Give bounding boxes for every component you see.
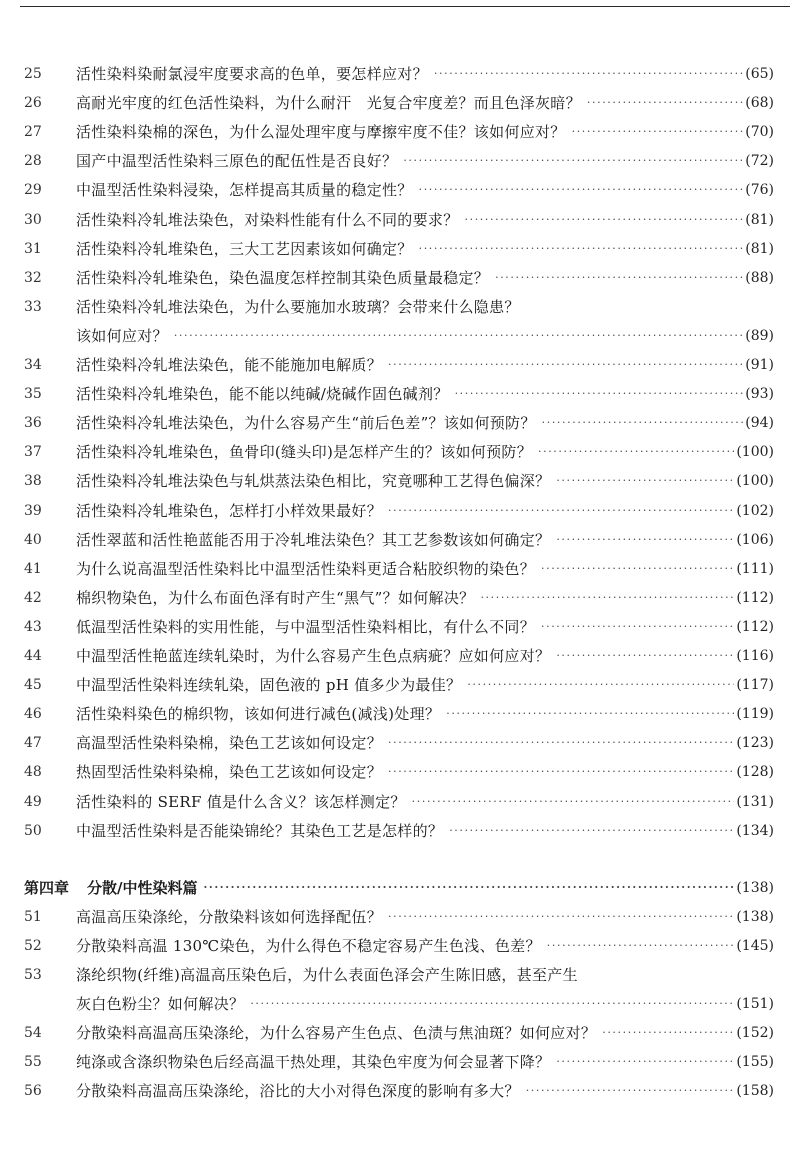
toc-entry[interactable] — [0, 932, 800, 960]
entry-title: 活性翠蓝和活性艳蓝能否用于冷轧堆法染色？其工艺参数该如何确定？ — [76, 530, 551, 549]
entry-page-number: (116) — [736, 648, 774, 664]
toc-entry[interactable] — [0, 700, 800, 728]
entry-page-number: (119) — [736, 706, 774, 723]
toc-entry[interactable] — [0, 60, 800, 88]
leader-dots — [541, 559, 734, 579]
entry-page-number: (111) — [736, 560, 774, 577]
toc-entry[interactable] — [0, 118, 800, 146]
entry-page-number: (123) — [736, 735, 774, 752]
entry-page-number: (100) — [736, 473, 774, 490]
entry-number: 25 — [24, 66, 42, 82]
toc-entry[interactable] — [0, 322, 800, 350]
entry-title: 热固型活性染料染棉，染色工艺该如何设定？ — [76, 763, 383, 782]
entry-title: 活性染料染色的棉织物，该如何进行减色(减浅)处理？ — [76, 705, 441, 724]
toc-entry[interactable] — [0, 147, 800, 175]
entry-number: 28 — [24, 153, 42, 170]
entry-page-number: (93) — [745, 386, 774, 403]
entry-title: 涤纶织物(纤维)高温高压染色后，为什么表面色泽会产生陈旧感，甚至产生 — [76, 966, 578, 984]
entry-page-number: (81) — [745, 240, 774, 257]
leader-dots — [446, 704, 734, 724]
toc-entry[interactable] — [0, 961, 800, 989]
entry-number: 51 — [24, 908, 42, 925]
chapter-title: 分散/中性染料篇 — [87, 879, 198, 898]
leader-dots — [412, 792, 735, 812]
leader-dots — [538, 442, 734, 462]
entry-page-number: (65) — [745, 66, 774, 82]
toc-entry[interactable] — [0, 758, 800, 786]
leader-dots — [419, 180, 744, 200]
toc-entry[interactable] — [0, 351, 800, 379]
leader-dots — [556, 471, 734, 491]
toc-entry[interactable] — [0, 380, 800, 408]
entry-title: 活性染料冷轧堆法染色，为什么容易产生“前后色差”？该如何预防？ — [76, 414, 536, 433]
entry-title: 活性染料冷轧堆染色，怎样打小样效果最好？ — [76, 501, 383, 520]
toc-entry[interactable] — [0, 613, 800, 641]
entry-title: 活性染料冷轧堆染色，能不能以纯碱/烧碱作固色碱剂？ — [76, 385, 449, 404]
leader-dots — [419, 239, 744, 259]
entry-number: 33 — [24, 298, 42, 315]
leader-dots — [480, 588, 734, 608]
leader-dots — [465, 210, 744, 230]
leader-dots — [403, 151, 743, 171]
entry-number: 30 — [24, 211, 42, 228]
entry-number: 27 — [24, 124, 42, 141]
entry-title: 活性染料的 SERF 值是什么含义？该怎样测定？ — [76, 792, 406, 811]
entry-page-number: (138) — [736, 908, 774, 925]
entry-number: 52 — [24, 937, 42, 954]
leader-dots — [556, 1052, 734, 1072]
entry-number: 44 — [24, 648, 42, 664]
toc-entry[interactable] — [0, 903, 800, 931]
leader-dots — [556, 530, 734, 550]
toc-entry[interactable] — [0, 526, 800, 554]
entry-number: 47 — [24, 735, 42, 752]
entry-number: 50 — [24, 822, 42, 839]
entry-page-number: (134) — [736, 822, 774, 839]
entry-page-number: (152) — [736, 1025, 774, 1042]
entry-title: 国产中温型活性染料三原色的配伍性是否良好？ — [76, 152, 398, 171]
entry-number: 48 — [24, 764, 42, 781]
entry-title: 活性染料冷轧堆法染色，能不能施加电解质？ — [76, 356, 383, 374]
entry-title: 分散染料高温 130℃染色，为什么得色不稳定容易产生色浅、色差？ — [76, 936, 541, 955]
leader-dots — [250, 994, 734, 1014]
chapter-label: 第四章 — [24, 879, 70, 898]
entry-page-number: (117) — [736, 677, 774, 694]
entry-page-number: (158) — [736, 1083, 774, 1100]
entry-title: 中温型活性染料连续轧染，固色液的 pH 值多少为最佳？ — [76, 676, 462, 695]
entry-page-number: (88) — [745, 269, 774, 286]
entry-number: 56 — [24, 1083, 42, 1100]
toc-entry[interactable] — [0, 89, 800, 117]
entry-page-number: (106) — [736, 531, 774, 548]
entry-title: 分散染料高温高压染涤纶，浴比的大小对得色深度的影响有多大？ — [76, 1082, 520, 1101]
leader-dots — [556, 646, 734, 666]
entry-title: 纯涤或含涤织物染色后经高温干热处理，其染色牢度为何会显著下降？ — [76, 1053, 551, 1072]
leader-dots — [467, 675, 734, 695]
entry-title: 高耐光牢度的红色活性染料，为什么耐汗 光复合牢度差？而且色泽灰暗？ — [76, 94, 581, 113]
entry-number: 38 — [24, 473, 42, 490]
entry-title: 活性染料冷轧堆染色，三大工艺因素该如何确定？ — [76, 239, 413, 258]
entry-number: 54 — [24, 1025, 42, 1042]
leader-dots — [572, 122, 744, 142]
entry-number: 36 — [24, 415, 42, 432]
entry-title: 活性染料冷轧堆法染色与轧烘蒸法染色相比，究竟哪种工艺得色偏深？ — [76, 472, 551, 491]
entry-number: 55 — [24, 1054, 42, 1071]
leader-dots — [526, 1081, 735, 1101]
entry-page-number: (151) — [736, 996, 774, 1013]
entry-page-number: (91) — [745, 357, 774, 373]
toc-entry[interactable] — [0, 206, 800, 234]
leader-dots — [388, 733, 734, 753]
entry-page-number: (68) — [745, 95, 774, 112]
entry-page-number: (145) — [736, 937, 774, 954]
toc-entry[interactable] — [0, 642, 800, 670]
entry-number: 39 — [24, 502, 42, 519]
leader-dots — [204, 878, 735, 898]
chapter-heading[interactable] — [0, 874, 800, 902]
toc-entry[interactable] — [0, 235, 800, 263]
entry-number: 31 — [24, 240, 42, 257]
leader-dots — [388, 907, 734, 927]
entry-page-number: (81) — [745, 211, 774, 228]
leader-dots — [434, 64, 743, 84]
entry-title: 活性染料冷轧堆法染色，为什么要施加水玻璃？会带来什么隐患？ — [76, 297, 520, 316]
entry-number: 32 — [24, 269, 42, 286]
entry-title: 为什么说高温型活性染料比中温型活性染料更适合粘胶织物的染色？ — [76, 559, 536, 578]
entry-title: 分散染料高温高压染涤纶，为什么容易产生色点、色渍与焦油斑？如何应对？ — [76, 1024, 597, 1043]
entry-number: 35 — [24, 386, 42, 403]
entry-title: 中温型活性染料是否能染锦纶？其染色工艺是怎样的？ — [76, 821, 444, 840]
entry-page-number: (155) — [736, 1054, 774, 1071]
toc-entry[interactable] — [0, 584, 800, 612]
entry-number: 46 — [24, 706, 42, 723]
leader-dots — [388, 762, 734, 782]
leader-dots — [388, 355, 743, 375]
entry-title: 活性染料冷轧堆法染色，对染料性能有什么不同的要求？ — [76, 210, 459, 229]
entry-title: 活性染料染棉的深色，为什么湿处理牢度与摩擦牢度不佳？该如何应对？ — [76, 123, 566, 142]
leader-dots — [449, 821, 734, 841]
entry-page-number: (70) — [745, 124, 774, 141]
toc-entry[interactable] — [0, 817, 800, 845]
entry-number: 37 — [24, 444, 42, 461]
entry-title: 活性染料染耐氯浸牢度要求高的色单，要怎样应对？ — [76, 65, 428, 83]
toc-entry[interactable] — [0, 497, 800, 525]
toc-entry[interactable] — [0, 176, 800, 204]
entry-number: 45 — [24, 677, 42, 694]
leader-dots — [495, 268, 743, 288]
entry-title: 低温型活性染料的实用性能，与中温型活性染料相比，有什么不同？ — [76, 617, 536, 636]
toc-entry[interactable] — [0, 555, 800, 583]
toc-entry[interactable] — [0, 438, 800, 466]
toc-entry[interactable] — [0, 264, 800, 292]
leader-dots — [547, 936, 735, 956]
toc-entry[interactable] — [0, 467, 800, 495]
leader-dots — [455, 384, 744, 404]
entry-number: 42 — [24, 589, 42, 606]
entry-title: 该如何应对？ — [76, 326, 168, 345]
entry-page-number: (128) — [736, 764, 774, 781]
entry-page-number: (100) — [736, 444, 774, 461]
entry-page-number: (112) — [736, 618, 774, 635]
entry-title: 中温型活性艳蓝连续轧染时，为什么容易产生色点病疵？应如何应对？ — [76, 647, 551, 665]
entry-page-number: (102) — [736, 502, 774, 519]
toc-entry[interactable] — [0, 671, 800, 699]
toc-entry[interactable] — [0, 1077, 800, 1105]
entry-number: 41 — [24, 560, 42, 577]
leader-dots — [542, 413, 744, 433]
leader-dots — [602, 1023, 734, 1043]
entry-title: 中温型活性染料浸染，怎样提高其质量的稳定性？ — [76, 181, 413, 200]
entry-page-number: (131) — [736, 793, 774, 810]
toc-entry[interactable] — [0, 990, 800, 1018]
entry-title: 灰白色粉尘？如何解决？ — [76, 995, 245, 1014]
toc-entry[interactable] — [0, 788, 800, 816]
entry-page-number: (94) — [745, 415, 774, 432]
entry-title: 高温型活性染料染棉，染色工艺该如何设定？ — [76, 734, 383, 753]
leader-dots — [388, 501, 734, 521]
entry-number: 29 — [24, 182, 42, 199]
entry-number: 43 — [24, 618, 42, 635]
toc-entry[interactable] — [0, 1048, 800, 1076]
entry-title: 活性染料冷轧堆染色，染色温度怎样控制其染色质量最稳定？ — [76, 268, 490, 287]
leader-dots — [541, 617, 734, 637]
entry-page-number: (76) — [745, 182, 774, 199]
entry-title: 棉织物染色，为什么布面色泽有时产生“黑气”？如何解决？ — [76, 588, 475, 607]
leader-dots — [587, 93, 743, 113]
entry-number: 26 — [24, 95, 42, 112]
entry-title: 活性染料冷轧堆染色，鱼骨印(缝头印)是怎样产生的？该如何预防？ — [76, 443, 533, 462]
top-rule — [20, 6, 790, 7]
entry-number: 34 — [24, 357, 42, 373]
toc-entry[interactable] — [0, 409, 800, 437]
chapter-page-number: (138) — [736, 879, 774, 896]
entry-title: 高温高压染涤纶，分散染料该如何选择配伍？ — [76, 907, 383, 926]
entry-number: 49 — [24, 793, 42, 810]
entry-page-number: (72) — [745, 153, 774, 170]
toc-entry[interactable] — [0, 729, 800, 757]
toc-entry[interactable] — [0, 1019, 800, 1047]
entry-page-number: (89) — [745, 327, 774, 344]
toc-entry[interactable] — [0, 293, 800, 321]
entry-number: 40 — [24, 531, 42, 548]
entry-page-number: (112) — [736, 589, 774, 606]
entry-number: 53 — [24, 967, 42, 983]
leader-dots — [174, 326, 743, 346]
